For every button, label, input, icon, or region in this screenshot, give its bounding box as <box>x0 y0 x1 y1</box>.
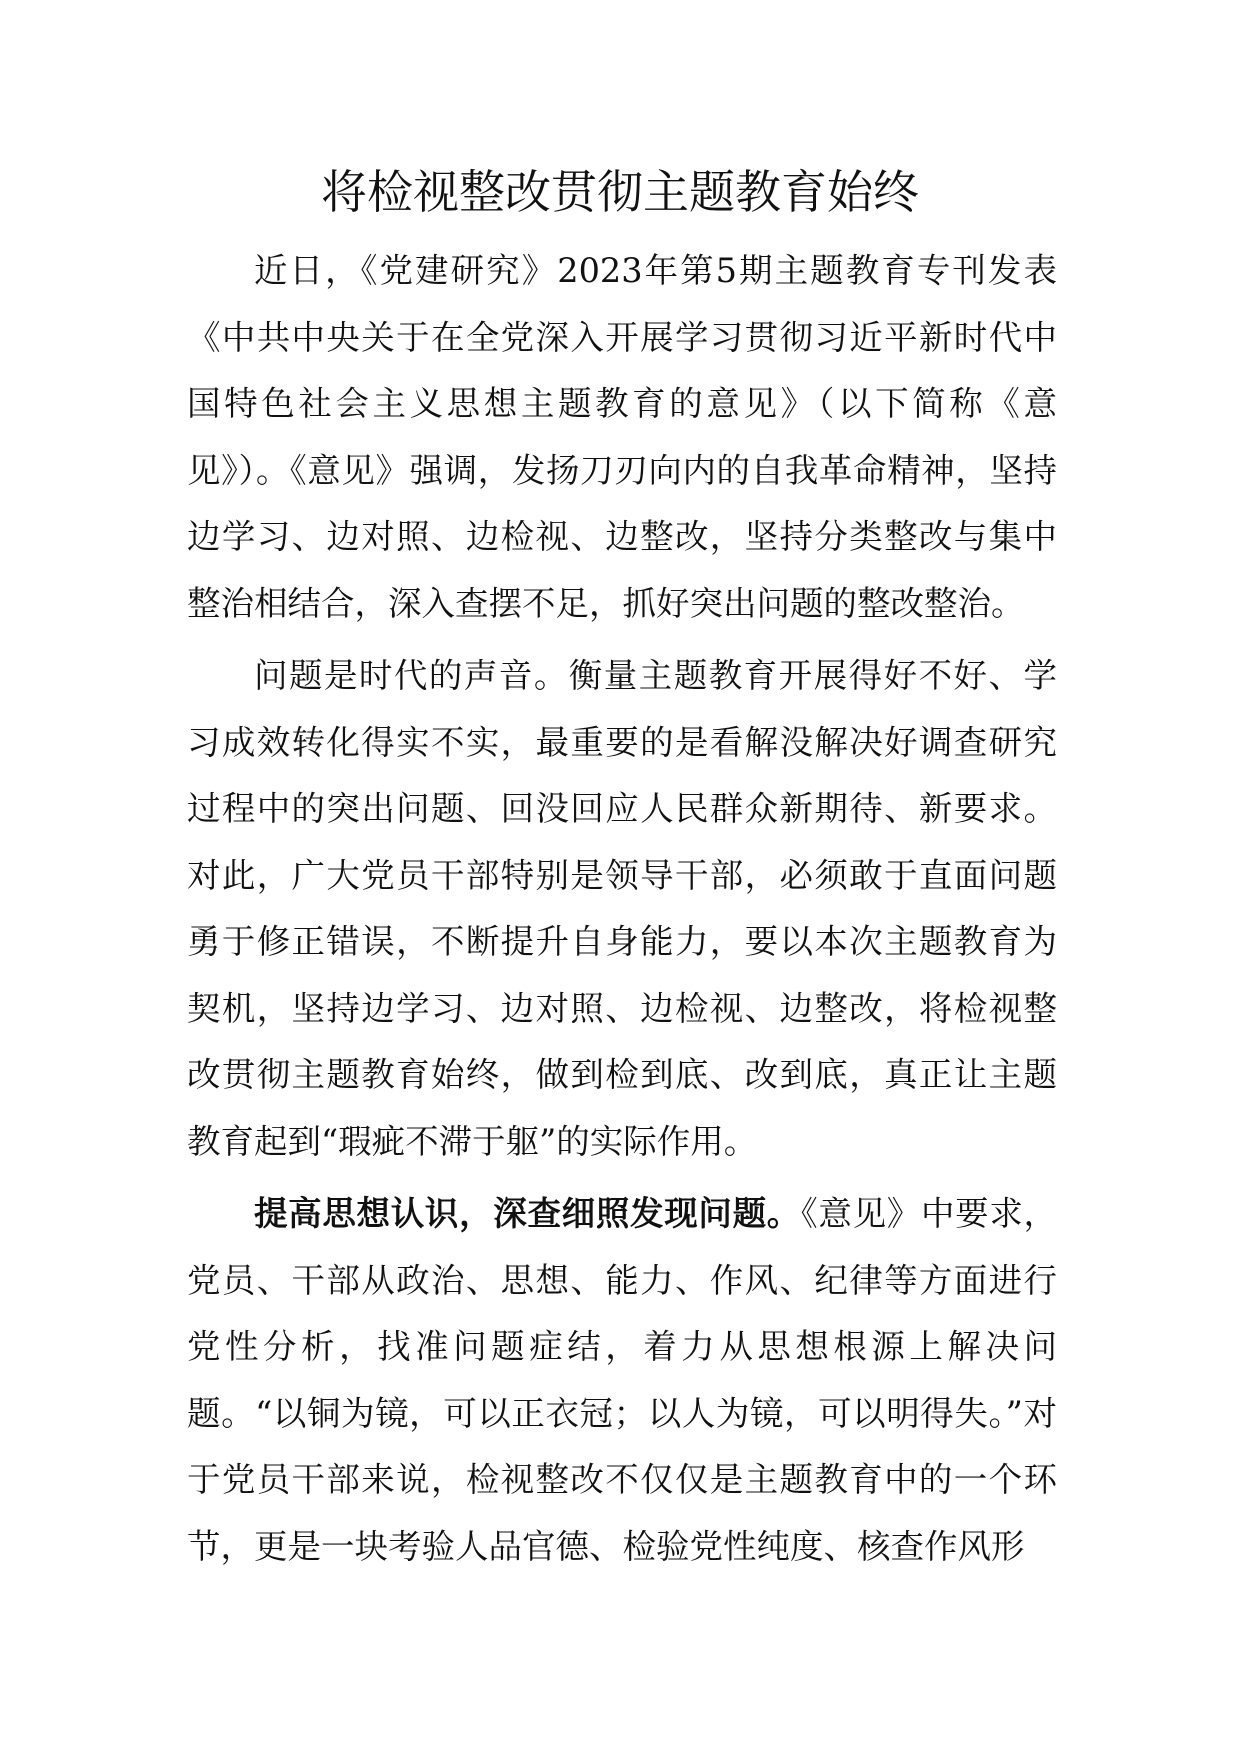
paragraph-2: 问题是时代的声音。衡量主题教育开展得好不好、学习成效转化得实不实，最重要的是看解没解决好调查研究过程中的突出问题、回没回应人民群众新期待、新要求。对此，广大党员干部特别是领导干部，必须敢于直面问题勇于修正错误，不断提升自身能力，要以本次主题教育为契机，坚持边学习、边对照、边检视、边整改，将检视整改贯彻主题教育始终，做到检到底、改到底，真正让主题教育起到“瑕疵不滞于躯”的实际作用。 <box>187 656 1057 1161</box>
paragraph-1: 近日，《党建研究》2023年第5期主题教育专刊发表《中共中央关于在全党深入开展学习贯彻习近平新时代中国特色社会主义思想主题教育的意见》（以下简称《意见》）。《意见》强调，发扬刀刃向内的自我革命精神，坚持边学习、边对照、边检视、边整改，坚持分类整改与集中整治相结合，深入查摆不足，抓好突出问题的整改整治。 <box>187 251 1057 623</box>
document-title: 将检视整改贯彻主题教育始终 <box>321 165 919 219</box>
document-body <box>187 238 1057 1582</box>
paragraph-3-text: 《意见》中要求，党员、干部从政治、思想、能力、作风、纪律等方面进行党性分析，找准问题症结，着力从思想根源上解决问题。“以铜为镜，可以正衣冠；以人为镜，可以明得失。”对于党员干部来说，检视整改不仅仅是主题教育中的一个环节，更是一块考验人品官德、检验党性纯度、核查作风形 <box>187 1194 1058 1566</box>
paragraph-3 <box>187 1181 1057 1580</box>
paragraph-3-lead: 提高思想认识，深查细照发现问题。 <box>254 1194 801 1233</box>
